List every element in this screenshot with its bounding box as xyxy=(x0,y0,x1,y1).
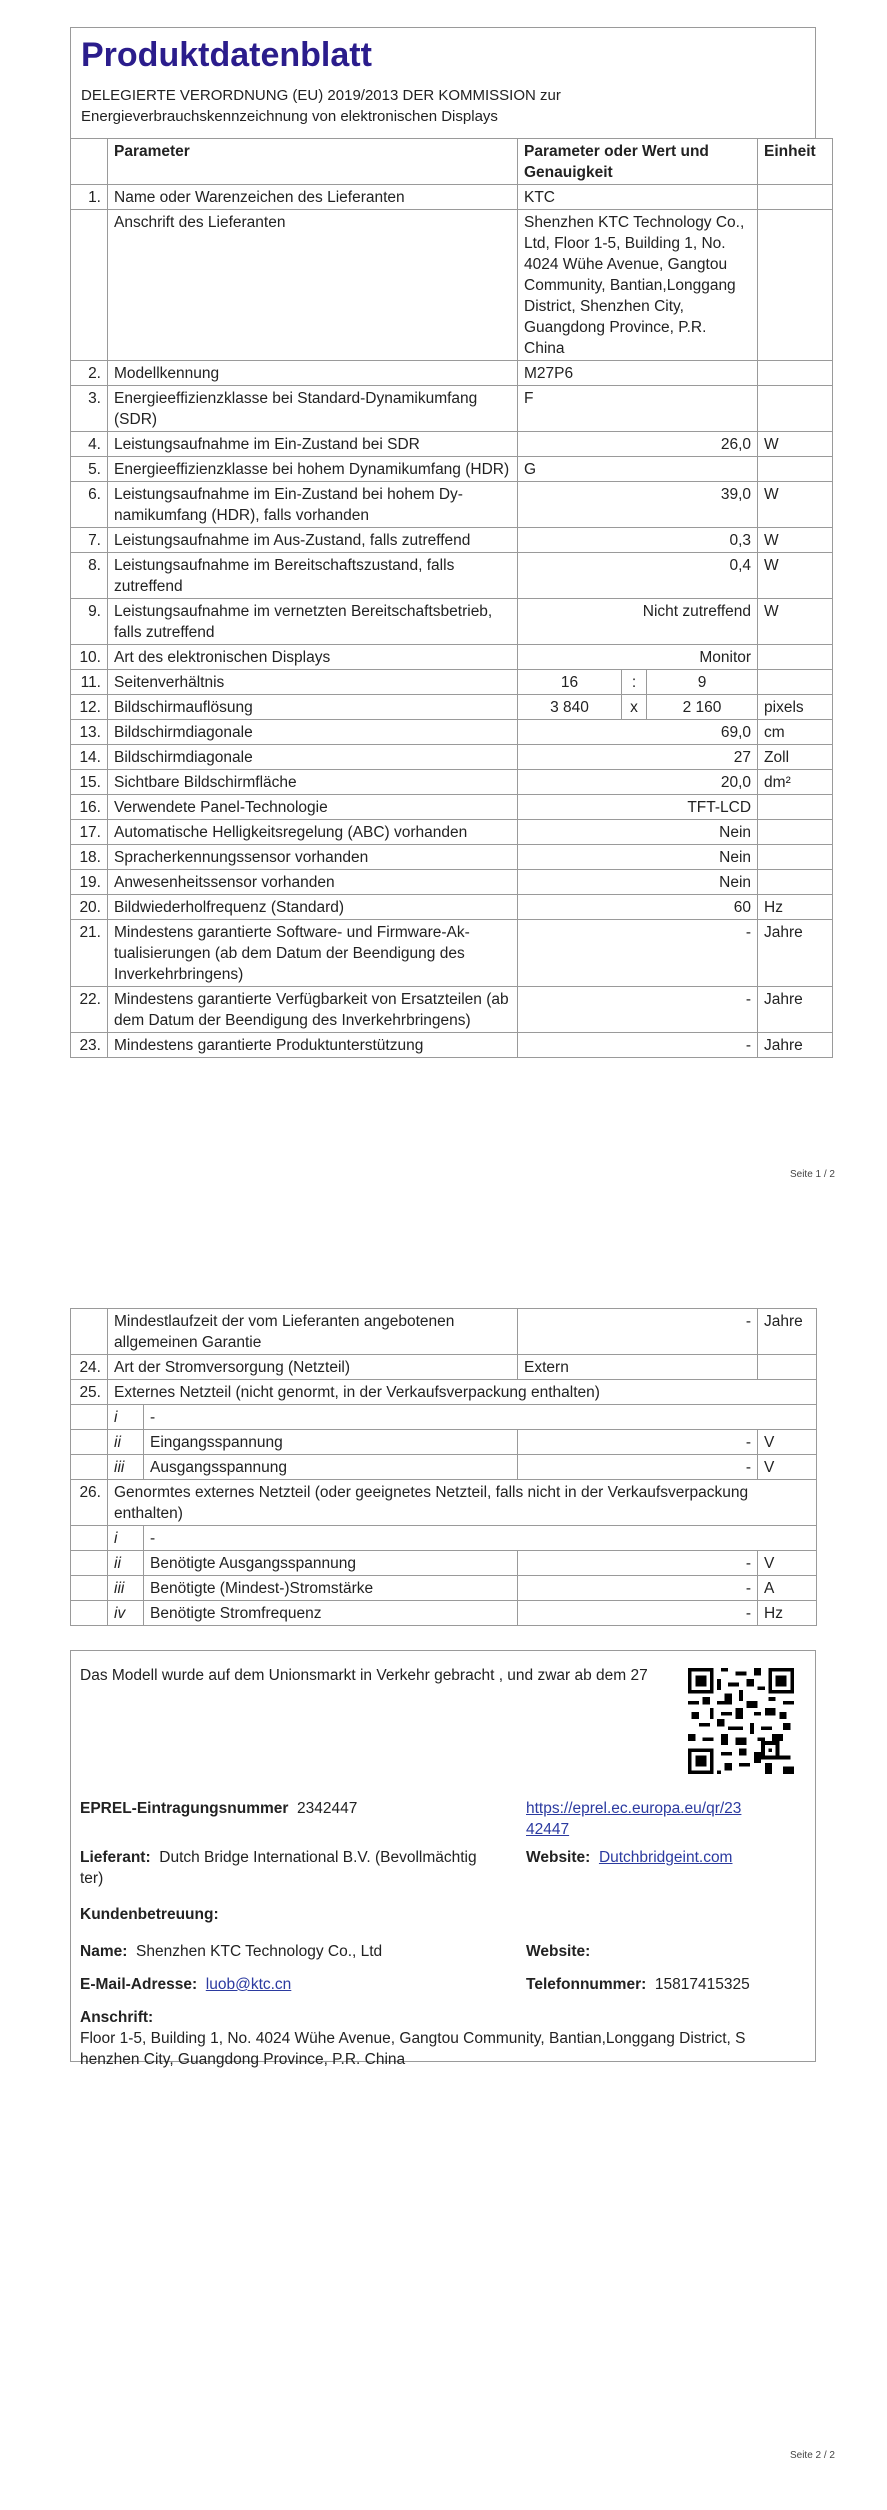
table-row: iii Benötigte (Mindest-)Stromstärke - A xyxy=(71,1576,817,1601)
page-number: Seite 1 / 2 xyxy=(789,1169,835,1180)
eprel-link[interactable]: https://eprel.ec.europa.eu/qr/23 42447 xyxy=(526,1800,742,1838)
table-row: 7. Leistungsaufnahme im Aus-Zustand, falls zutreffend 0,3 W xyxy=(71,528,833,553)
table-row: 19. Anwesenheitssensor vorhanden Nein xyxy=(71,870,833,895)
table-row: 1. Name oder Warenzeichen des Lieferanten KTC xyxy=(71,185,833,210)
table-row: 20. Bildwiederholfrequenz (Standard) 60 Hz xyxy=(71,895,833,920)
table-row: 10. Art des elektronischen Displays Monitor xyxy=(71,645,833,670)
market-date-text: Das Modell wurde auf dem Unionsmarkt in Verkehr gebracht , und zwar ab dem 27 xyxy=(80,1667,648,1684)
table-row: iv Benötigte Stromfrequenz - Hz xyxy=(71,1601,817,1626)
table-row: Mindestlaufzeit der vom Lieferanten angebotenen allgemeinen Garantie - Jahre xyxy=(71,1309,817,1355)
supplier-info-box: Das Modell wurde auf dem Unionsmarkt in Verkehr gebracht , und zwar ab dem 27 EPREL-Eintragungsnummer 2342447 https://eprel.ec.europa.eu/qr/23 42447 Lieferant: Dutch Bridge International B.V. (Bevollmächtig ter) Website: Dutchbridgeint.com Kundenbetreuung: Name: Shenzhen KTC Technology Co., Ltd Website: E-Mail-Adresse: luob@ktc.cn Telefonnummer: 15817415325 Anschrift: Floor 1-5, Building 1, No. 4024 Wühe Avenue, Gangtou Community, Bantian,Longgang District, S henzhen City, Guangdong Province, P.R. China xyxy=(70,1650,816,2062)
table-row: 2. Modellkennung M27P6 xyxy=(71,361,833,386)
website-label: Website: xyxy=(526,1849,591,1866)
table-row: 9. Leistungsaufnahme im vernetzten Bereitschaftsbetrieb, falls zutreffend Nicht zutreffend W xyxy=(71,599,833,645)
table-row: Anschrift des Lieferanten Shenzhen KTC Technology Co., Ltd, Floor 1-5, Building 1, No. 4024 Wühe Avenue, Gangtou Community, Bantian,Longgang District, Shenzhen City, Guangdong Province, P.R. China xyxy=(71,210,833,361)
address-label: Anschrift: xyxy=(80,2009,154,2026)
table-row: 22. Mindestens garantierte Verfügbarkeit von Ersatzteilen (ab dem Datum der Beendigung des Inverkehrbringens) - Jahre xyxy=(71,987,833,1033)
email-link[interactable]: luob@ktc.cn xyxy=(205,1976,292,1993)
table-row: 6. Leistungsaufnahme im Ein-Zustand bei hohem Dynamikumfang (HDR), falls vorhanden 39,0 W xyxy=(71,482,833,528)
table-row: 18. Spracherkennungssensor vorhanden Nein xyxy=(71,845,833,870)
service-name: Shenzhen KTC Technology Co., Ltd xyxy=(136,1943,383,1960)
eprel-number: 2342447 xyxy=(297,1800,358,1817)
address-line-1: Floor 1-5, Building 1, No. 4024 Wühe Avenue, Gangtou Community, Bantian,Longgang District, S xyxy=(80,2030,746,2047)
email-label: E-Mail-Adresse: xyxy=(80,1976,198,1993)
table-row: 25. Externes Netzteil (nicht genormt, in der Verkaufsverpackung enthalten) xyxy=(71,1380,817,1405)
table-row: 4. Leistungsaufnahme im Ein-Zustand bei SDR 26,0 W xyxy=(71,432,833,457)
table-row: 8. Leistungsaufnahme im Bereitschaftszustand, falls zutreffend 0,4 W xyxy=(71,553,833,599)
supplier-address: Shenzhen KTC Technology Co., Ltd, Floor 1-5, Building 1, No. 4024 Wühe Avenue, Gangtou Community, Bantian,Longgang District, Shenzhen City, Guangdong Province, P.R. China xyxy=(518,210,758,361)
page-1 xyxy=(0,0,887,1230)
supplier-label: Lieferant: xyxy=(80,1849,151,1866)
table-row: 14. Bildschirmdiagonale 27 Zoll xyxy=(71,745,833,770)
table-row: 12. Bildschirmauflösung 3 840 x 2 160 pixels xyxy=(71,695,833,720)
address-line-2: henzhen City, Guangdong Province, P.R. China xyxy=(80,2051,406,2068)
page-number: Seite 2 / 2 xyxy=(789,2450,835,2461)
name-label: Name: xyxy=(80,1943,128,1960)
page-subtitle: DELEGIERTE VERORDNUNG (EU) 2019/2013 DER KOMMISSION zur Energieverbrauchskennzeichnung von elektronischen Displays xyxy=(81,87,561,125)
table-row: ii Eingangsspannung - V xyxy=(71,1430,817,1455)
website2-label: Website: xyxy=(526,1943,591,1960)
header-box xyxy=(70,27,816,139)
header-parameter: Parameter xyxy=(108,139,518,185)
customer-service-heading: Kundenbetreuung: xyxy=(80,1906,219,1923)
table-row: 16. Verwendete Panel-Technologie TFT-LCD xyxy=(71,795,833,820)
qr-code-icon xyxy=(688,1668,794,1774)
table-header-row xyxy=(71,139,833,185)
eprel-label: EPREL-Eintragungsnummer xyxy=(80,1800,289,1817)
table-row: 13. Bildschirmdiagonale 69,0 cm xyxy=(71,720,833,745)
table-row: ii Benötigte Ausgangsspannung - V xyxy=(71,1551,817,1576)
table-row: i - xyxy=(71,1405,817,1430)
table-row: 5. Energieeffizienzklasse bei hohem Dynamikumfang (HDR) G xyxy=(71,457,833,482)
table-row: 24. Art der Stromversorgung (Netzteil) Extern xyxy=(71,1355,817,1380)
phone-number: 15817415325 xyxy=(654,1976,750,1993)
table-row: 15. Sichtbare Bildschirmfläche 20,0 dm² xyxy=(71,770,833,795)
header-value: Parameter oder Wert und Genauigkeit xyxy=(518,139,758,185)
model-id: M27P6 xyxy=(518,361,758,386)
header-unit: Einheit xyxy=(758,139,833,185)
product-data-table-continued xyxy=(70,1308,817,1626)
supplier-name: Dutch Bridge International B.V. (Bevollmächtig xyxy=(159,1849,477,1866)
table-row: iii Ausgangsspannung - V xyxy=(71,1455,817,1480)
phone-label: Telefonnummer: xyxy=(526,1976,647,1993)
table-row: 3. Energieeffizienzklasse bei Standard-Dynamikumfang (SDR) F xyxy=(71,386,833,432)
page-title: Produktdatenblatt xyxy=(81,36,372,74)
product-data-table xyxy=(70,138,833,1058)
table-row: 23. Mindestens garantierte Produktunterstützung - Jahre xyxy=(71,1033,833,1058)
table-row: 17. Automatische Helligkeitsregelung (ABC) vorhanden Nein xyxy=(71,820,833,845)
table-row: 11. Seitenverhältnis 16 : 9 xyxy=(71,670,833,695)
table-row: i - xyxy=(71,1526,817,1551)
table-row: 26. Genormtes externes Netzteil (oder geeignetes Netzteil, falls nicht in der Verkaufsverpackung enthalten) xyxy=(71,1480,817,1526)
page-2 xyxy=(0,1280,887,2510)
table-row: 21. Mindestens garantierte Software- und Firmware-Aktualisierungen (ab dem Datum der Beendigung des Inverkehrbringens) - Jahre xyxy=(71,920,833,987)
website-link[interactable]: Dutchbridgeint.com xyxy=(598,1849,733,1866)
